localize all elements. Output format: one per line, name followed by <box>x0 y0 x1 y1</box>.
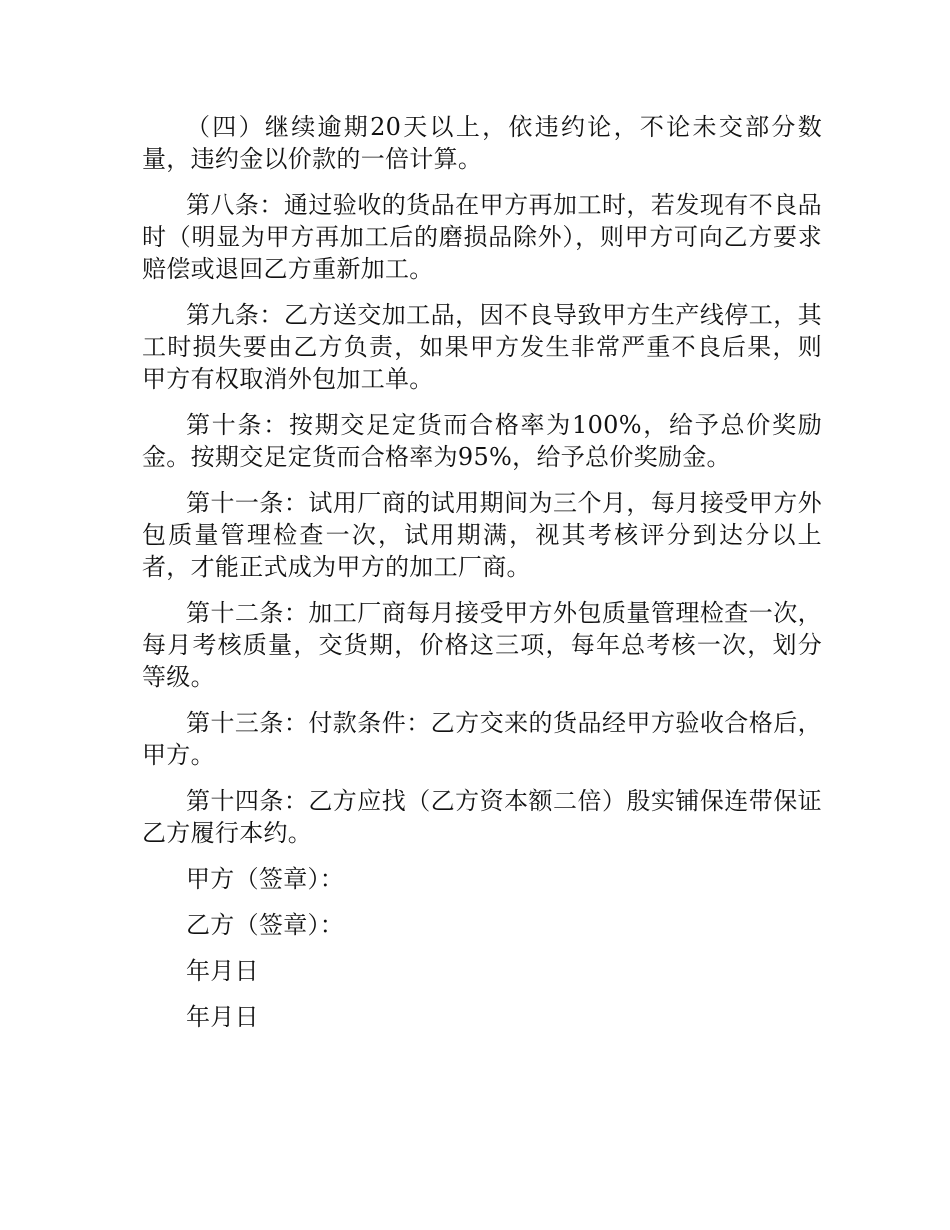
date-line-a: 年月日 <box>186 957 259 985</box>
date-line-b: 年月日 <box>186 1003 259 1031</box>
party-a-signature-line: 甲方（签章）： <box>186 865 345 893</box>
paragraph-article-8: 第八条：通过验收的货品在甲方再加工时，若发现有不良品时（明显为甲方再加工后的磨损品除外），则甲方可向乙方要求赔偿或退回乙方重新加工。 <box>142 191 822 283</box>
document-body <box>142 111 822 1047</box>
paragraph-article-14: 第十四条：乙方应找（乙方资本额二倍）殷实铺保连带保证乙方履行本约。 <box>142 787 822 847</box>
paragraph-article-12: 第十二条：加工厂商每月接受甲方外包质量管理检查一次，每月考核质量，交货期，价格这三项，每年总考核一次，划分等级。 <box>142 599 822 691</box>
party-b-signature-line: 乙方（签章）： <box>186 911 345 939</box>
paragraph-clause-4: （四）继续逾期20天以上，依违约论，不论未交部分数量，违约金以价款的一倍计算。 <box>142 113 822 173</box>
paragraph-article-13: 第十三条：付款条件：乙方交来的货品经甲方验收合格后，甲方。 <box>142 709 822 769</box>
paragraph-article-11: 第十一条：试用厂商的试用期间为三个月，每月接受甲方外包质量管理检查一次，试用期满，视其考核评分到达分以上者，才能正式成为甲方的加工厂商。 <box>142 489 822 581</box>
paragraph-article-9: 第九条：乙方送交加工品，因不良导致甲方生产线停工，其工时损失要由乙方负责，如果甲方发生非常严重不良后果，则甲方有权取消外包加工单。 <box>142 301 822 393</box>
paragraph-article-10: 第十条：按期交足定货而合格率为100%，给予总价奖励金。按期交足定货而合格率为95%，给予总价奖励金。 <box>142 411 822 471</box>
